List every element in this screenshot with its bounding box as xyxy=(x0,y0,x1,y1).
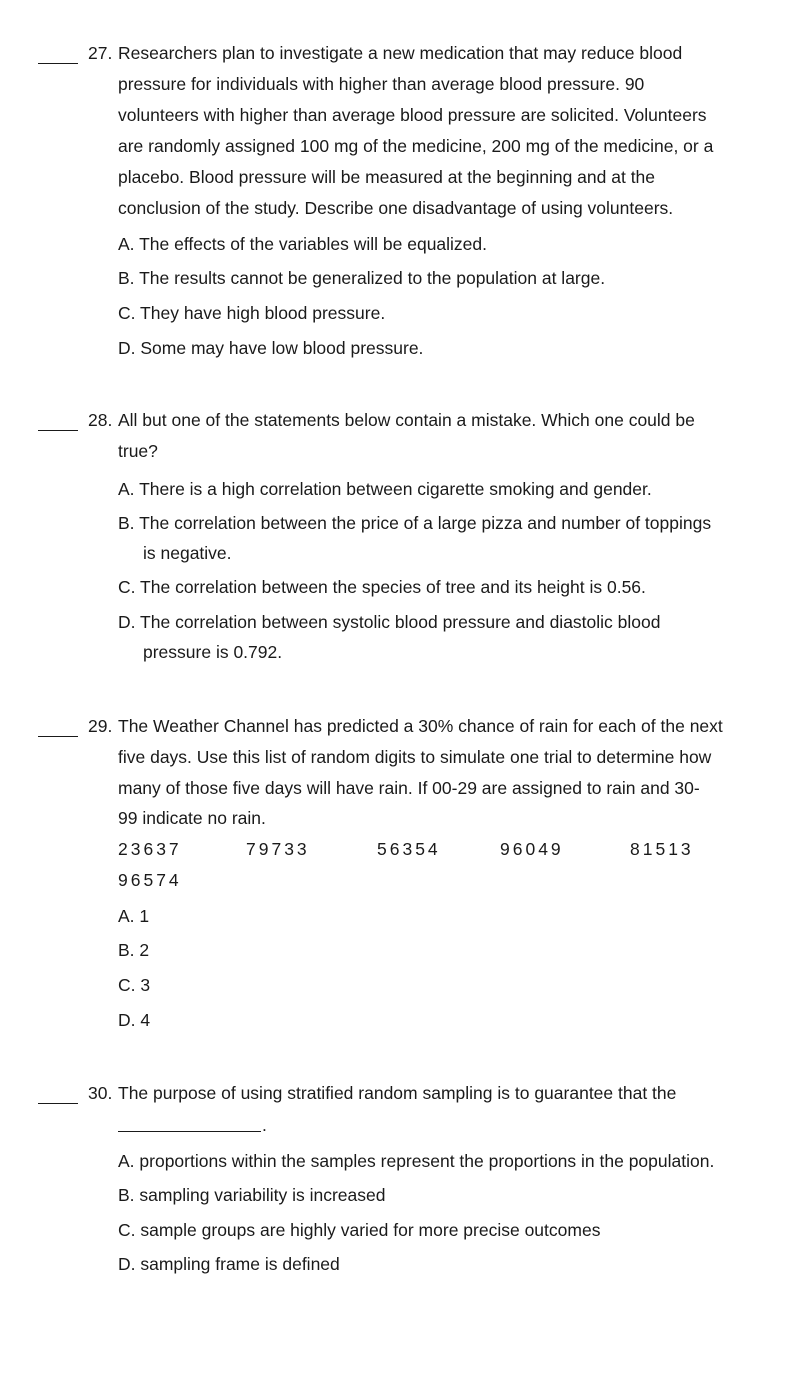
question-number: 27. xyxy=(88,43,113,63)
option-a: A. 1 xyxy=(118,906,150,926)
digit-group: 96574 xyxy=(118,870,182,890)
question-text-line: 99 indicate no rain. xyxy=(118,808,266,828)
option-a: A. There is a high correlation between cigarette smoking and gender. xyxy=(118,479,652,499)
question-text-line: true? xyxy=(118,441,158,461)
question-text-line: All but one of the statements below contain a mistake. Which one could be xyxy=(118,410,695,430)
option-d-continued: pressure is 0.792. xyxy=(143,642,283,662)
question-text-line: Researchers plan to investigate a new medication that may reduce blood xyxy=(118,43,683,63)
option-d: D. sampling frame is defined xyxy=(118,1254,340,1274)
answer-blank xyxy=(38,1103,78,1104)
option-c: C. 3 xyxy=(118,975,151,995)
digit-group: 96049 xyxy=(500,839,564,859)
answer-blank xyxy=(38,736,78,737)
option-c: C. sample groups are highly varied for more precise outcomes xyxy=(118,1220,601,1240)
question-number: 28. xyxy=(88,410,113,430)
option-d: D. The correlation between systolic blood pressure and diastolic blood xyxy=(118,612,661,632)
option-a: A. The effects of the variables will be equalized. xyxy=(118,234,488,254)
option-d: D. Some may have low blood pressure. xyxy=(118,338,424,358)
option-c: C. The correlation between the species of tree and its height is 0.56. xyxy=(118,577,646,597)
question-text-line: pressure for individuals with higher than average blood pressure. 90 xyxy=(118,74,645,94)
question-text-line: placebo. Blood pressure will be measured at the beginning and at the xyxy=(118,167,656,187)
question-text-line: The purpose of using stratified random sampling is to guarantee that the xyxy=(118,1083,677,1103)
option-b: B. The correlation between the price of a large pizza and number of toppings xyxy=(118,513,712,533)
option-a: A. proportions within the samples represent the proportions in the population. xyxy=(118,1151,715,1171)
fill-in-blank-line xyxy=(118,1131,261,1132)
question-text-line: The Weather Channel has predicted a 30% chance of rain for each of the next xyxy=(118,716,723,736)
digit-group: 56354 xyxy=(377,839,441,859)
option-d: D. 4 xyxy=(118,1010,151,1030)
question-number: 30. xyxy=(88,1083,113,1103)
answer-blank xyxy=(38,63,78,64)
option-b: B. The results cannot be generalized to the population at large. xyxy=(118,268,606,288)
option-b-continued: is negative. xyxy=(143,543,232,563)
sentence-period: . xyxy=(262,1115,267,1135)
option-b: B. 2 xyxy=(118,940,150,960)
question-number: 29. xyxy=(88,716,113,736)
digit-group: 23637 xyxy=(118,839,182,859)
digit-group: 81513 xyxy=(630,839,694,859)
question-text-line: are randomly assigned 100 mg of the medicine, 200 mg of the medicine, or a xyxy=(118,136,714,156)
question-text-line: volunteers with higher than average blood pressure are solicited. Volunteers xyxy=(118,105,707,125)
answer-blank xyxy=(38,430,78,431)
question-text-line: many of those five days will have rain. If 00-29 are assigned to rain and 30- xyxy=(118,778,700,798)
option-b: B. sampling variability is increased xyxy=(118,1185,386,1205)
option-c: C. They have high blood pressure. xyxy=(118,303,386,323)
digit-group: 79733 xyxy=(246,839,310,859)
question-text-line: five days. Use this list of random digits to simulate one trial to determine how xyxy=(118,747,712,767)
question-text-line: conclusion of the study. Describe one disadvantage of using volunteers. xyxy=(118,198,674,218)
